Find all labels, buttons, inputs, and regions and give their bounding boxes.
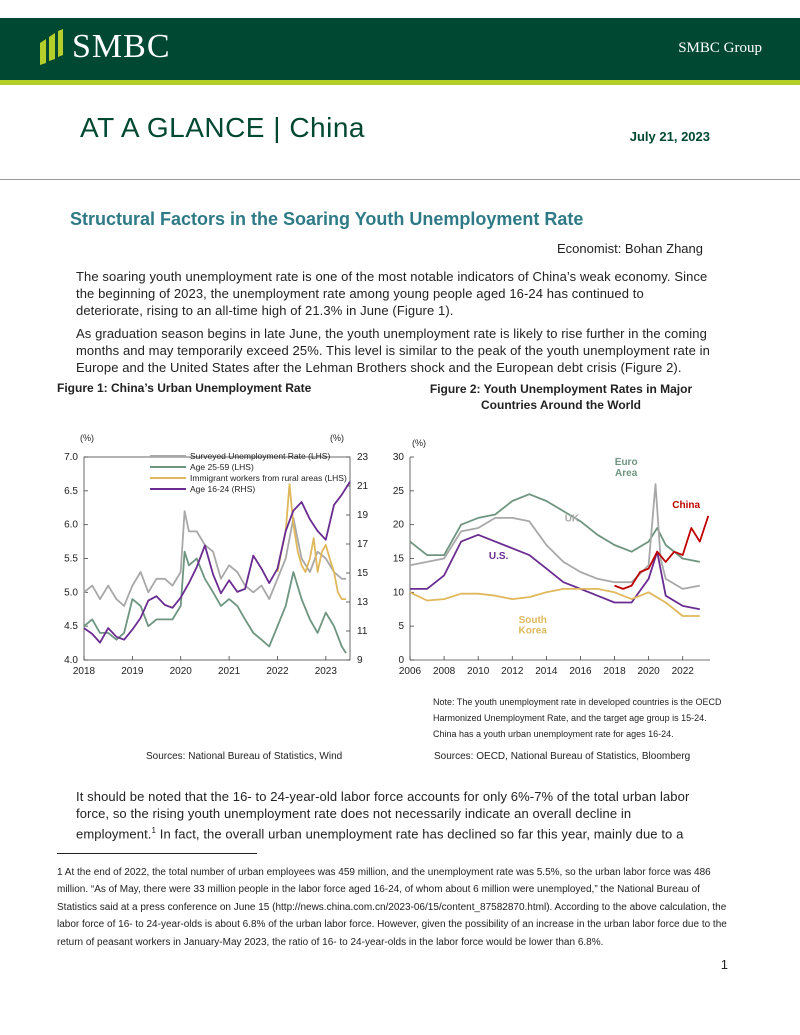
chart2-label-us: U.S. <box>488 551 509 563</box>
chart1-xtick-label: 2021 <box>217 666 241 677</box>
chart1-legend-label: Immigrant workers from rural areas (LHS) <box>190 473 347 483</box>
chart1-xtick-label: 2018 <box>72 666 96 677</box>
chart1-ytick-right: 9 <box>357 655 363 666</box>
chart1-xtick-label: 2022 <box>266 666 289 677</box>
figure-2-title-line1: Figure 2: Youth Unemployment Rates in Major <box>429 382 693 396</box>
chart1-ytick-right: 15 <box>357 568 369 579</box>
figure-1-source: Sources: National Bureau of Statistics, Wind <box>146 751 343 762</box>
chart2-ytick-label: 15 <box>392 553 404 565</box>
footnote-divider <box>57 853 257 854</box>
chart2-unit-left: (%) <box>412 438 426 448</box>
brand-logo <box>38 28 171 66</box>
chart2-series-line <box>410 484 700 589</box>
chart1-ytick-right: 13 <box>357 597 369 608</box>
figure-1-chart <box>40 425 380 685</box>
chart2-xtick-label: 2012 <box>501 666 524 677</box>
chart1-xtick-label: 2023 <box>314 666 337 677</box>
chart1-legend-label: Age 16-24 (RHS) <box>190 484 256 494</box>
paragraph-3-text-b: In fact, the overall urban unemployment rate has declined so far this year, mainly due to a <box>156 826 684 842</box>
chart2-xtick-label: 2016 <box>569 666 592 677</box>
chart2-xtick-label: 2022 <box>671 666 694 677</box>
figure-2-source: Sources: OECD, National Bureau of Statistics, Bloomberg <box>434 751 691 762</box>
header-accent-line <box>0 80 800 85</box>
chart1-ytick-right: 21 <box>357 481 369 492</box>
chart1-ytick-right: 17 <box>357 539 369 550</box>
figure-2-note: Note: The youth unemployment rate in developed countries is the OECD Harmonized Unemployment Rate, and the target age group is 15-24. China has a youth urban unemployment rate for ages 16-24. <box>433 697 722 739</box>
chart2-ytick-label: 25 <box>392 485 404 497</box>
group-name: SMBC Group <box>678 40 762 56</box>
header-divider <box>0 179 800 180</box>
chart1-ytick-left: 5.0 <box>64 587 78 599</box>
figure-2-chart <box>385 425 715 685</box>
chart1-ytick-right: 11 <box>357 626 368 637</box>
chart1-ytick-left: 6.5 <box>64 485 78 497</box>
figure-2-title-line2: Countries Around the World <box>481 398 641 412</box>
chart1-xtick-label: 2019 <box>121 666 144 677</box>
smbc-leaf-icon <box>38 29 64 65</box>
chart2-xtick-label: 2014 <box>535 666 558 677</box>
paragraph-1: The soaring youth unemployment rate is one of the most notable indicators of China’s weak economy. Since the beginning of 2023, the unemployment rate among young people aged 16-24 has continued to deteriorate, rising to an all-time high of 21.3% in June (Figure 1). <box>76 269 708 318</box>
footnote-1: 1 At the end of 2022, the total number of urban employees was 459 million, and the unemployment rate was 5.5%, so the urban labor force was 486 million. “As of May, there were 33 million people in the labor force aged 16-24, of whom about 6 million were unemployed,” the National Bureau of Statistics said at a press conference on June 15 (http://news.china.com.cn/2023-06/15/content_87582870.html). According to the above calculation, the labor force of 16- to 24-year-olds is about 6.8% of the urban labor force. However, given the possibility of an increase in the urban labor force due to the return of peasant workers in January-May 2023, the ratio of 16- to 24-year-olds in the labor force would be lower than 6.8%. <box>57 867 727 948</box>
chart2-xtick-label: 2008 <box>432 666 456 677</box>
document-title: AT A GLANCE | China <box>80 112 365 143</box>
chart2-ytick-label: 30 <box>392 452 404 463</box>
chart2-label-south-korea: South <box>518 614 547 626</box>
chart2-xtick-label: 2018 <box>603 666 626 677</box>
page-number: 1 <box>720 957 728 972</box>
chart2-label-china: China <box>672 499 701 511</box>
economist-credit: Economist: Bohan Zhang <box>557 241 703 256</box>
chart2-label-euro-area: Euro <box>614 457 638 469</box>
chart1-ytick-left: 6.0 <box>64 519 78 531</box>
chart1-ytick-right: 19 <box>357 510 369 521</box>
footnote-ref-1[interactable]: 1 <box>151 826 157 835</box>
brand-name: SMBC <box>72 28 171 65</box>
article-headline: Structural Factors in the Soaring Youth Unemployment Rate <box>70 209 584 229</box>
chart2-xtick-label: 2020 <box>637 666 660 677</box>
chart2-label-euro-area: Area <box>615 467 638 479</box>
chart2-ytick-label: 5 <box>398 621 404 633</box>
chart2-ytick-label: 20 <box>392 519 404 531</box>
chart2-label-south-korea: Korea <box>518 625 547 637</box>
chart1-unit-right: (%) <box>330 433 344 443</box>
chart1-legend-label: Age 25-59 (LHS) <box>190 462 254 472</box>
chart2-label-uk: UK <box>564 513 580 525</box>
chart1-legend-label: Surveyed Unemployment Rate (LHS) <box>190 451 331 461</box>
chart1-series-line <box>84 511 346 606</box>
chart2-ytick-label: 10 <box>392 587 404 599</box>
chart2-series-line <box>410 535 700 610</box>
chart2-ytick-label: 0 <box>398 655 404 666</box>
chart1-ytick-left: 7.0 <box>64 452 78 463</box>
chart2-series-line <box>410 589 700 616</box>
paragraph-3-text-a: It should be noted that the 16- to 24-year-old labor force accounts for only 6%-7% of the total urban labor force, so the rising youth unemployment rate does not necessarily indicate an overall decline in employment. <box>76 789 690 842</box>
chart1-xtick-label: 2020 <box>169 666 192 677</box>
paragraph-2: As graduation season begins in late June, the youth unemployment rate is likely to rise further in the coming months and may temporarily exceed 25%. This level is similar to the peak of the youth unemployment rate in Europe and the United States after the Lehman Brothers shock and the European debt crisis (Figure 2). <box>76 326 710 375</box>
chart1-ytick-left: 4.5 <box>64 621 78 633</box>
chart1-ytick-right: 23 <box>357 452 369 463</box>
chart1-ytick-left: 4.0 <box>64 655 78 666</box>
chart2-xtick-label: 2010 <box>467 666 490 677</box>
figure-2-title <box>411 381 711 413</box>
chart2-xtick-label: 2006 <box>398 666 422 677</box>
paragraph-3 <box>76 788 712 842</box>
figure-1-title: Figure 1: China’s Urban Unemployment Rate <box>57 381 312 395</box>
document-date: July 21, 2023 <box>629 129 710 144</box>
chart1-unit-left: (%) <box>80 433 94 443</box>
chart1-ytick-left: 5.5 <box>64 553 78 565</box>
